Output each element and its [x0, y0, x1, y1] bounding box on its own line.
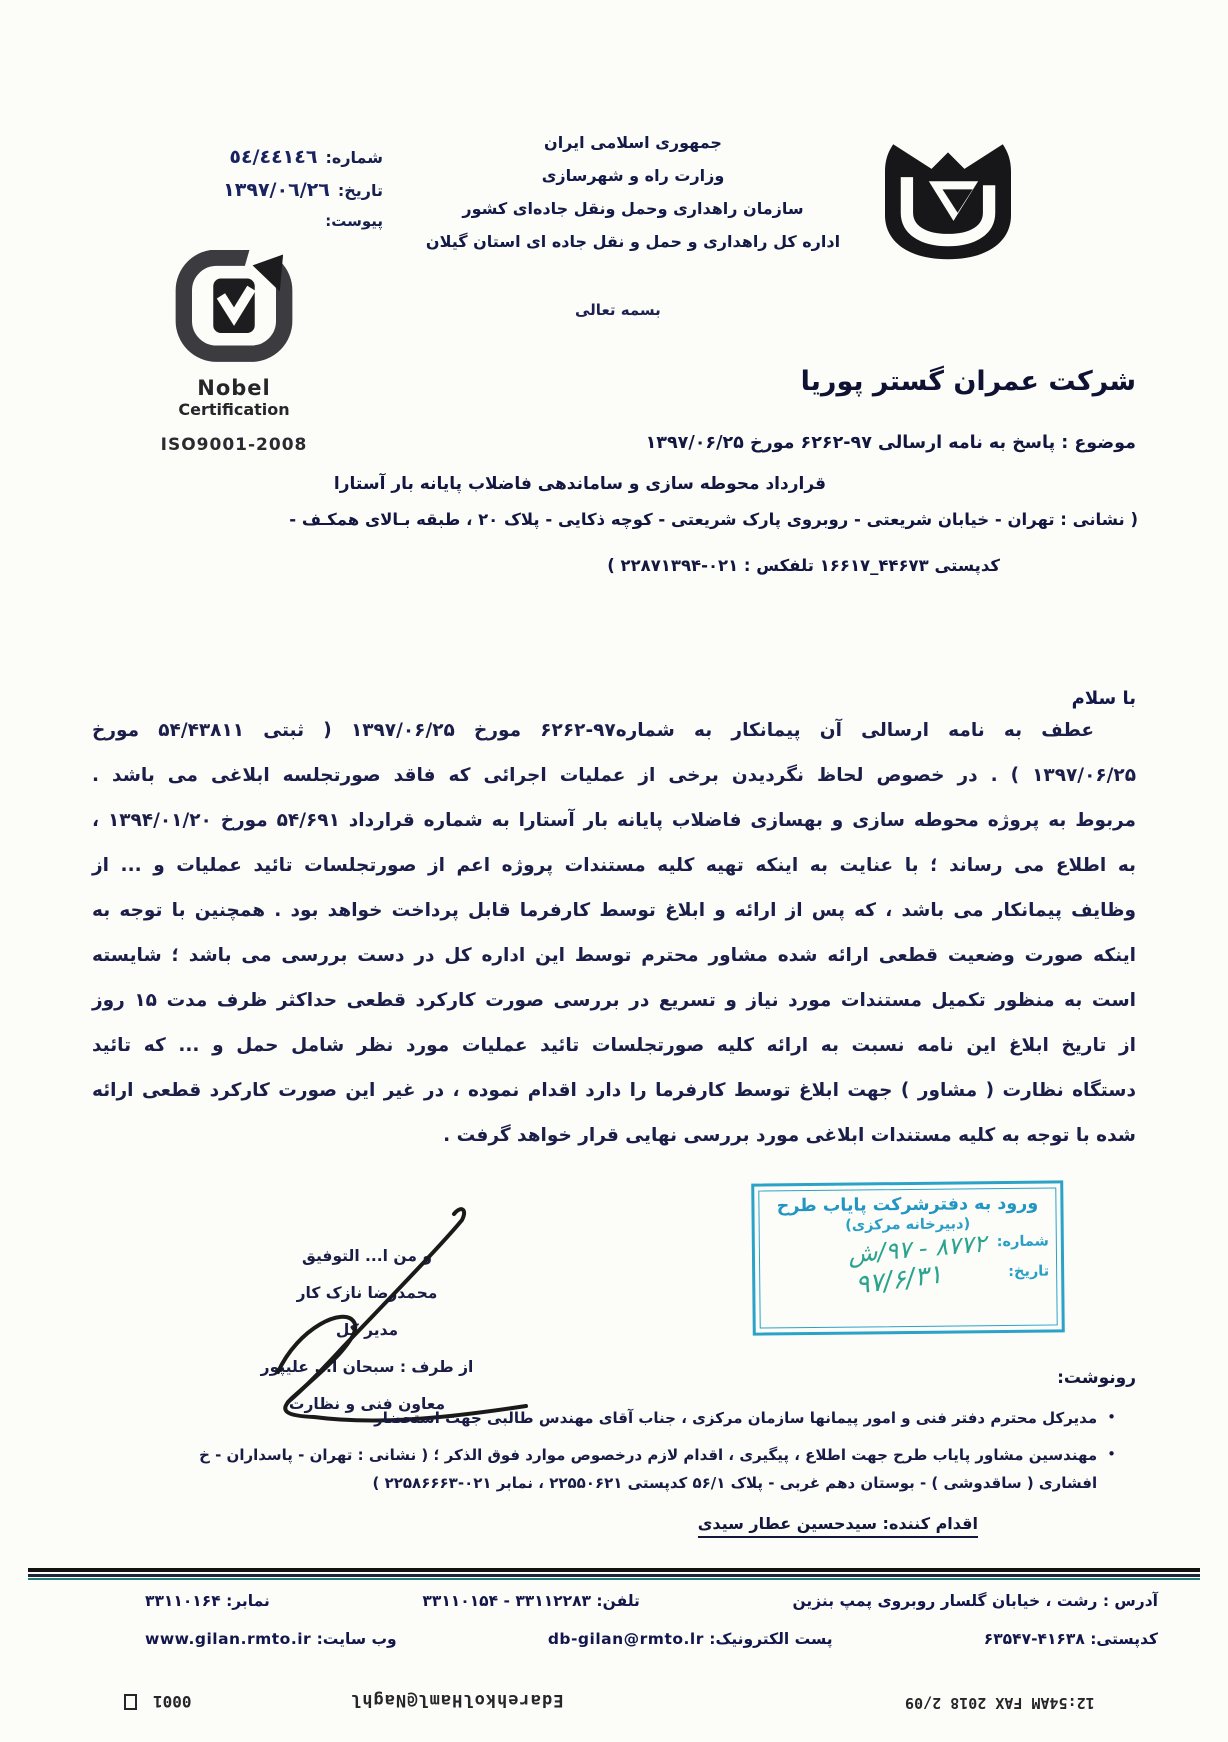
fax-station-id: [350, 1690, 563, 1710]
rmto-logo-icon: [872, 136, 1024, 262]
footer-contact-row1: [145, 1592, 1158, 1610]
certification-block: [146, 250, 322, 455]
letter-number: ٥٤/٤٤١٤٦: [229, 146, 318, 168]
fax-page-number: [118, 1692, 191, 1711]
stamp-subtitle: (دبیرخانه مرکزی): [845, 1216, 971, 1234]
letter-date-row: [128, 179, 383, 201]
cc-item-text: مهندسین مشاور پایاب طرح جهت اطلاع ، پیگیری ، اقدام لازم درخصوص موارد فوق الذکر ؛ ( نشانی : تهران - پاسداران - خ افشاری ( ساقدوشی ) - بوستان دهم غربی - پلاک ۵۶/۱ کدپستی ۲۲۵۵۰۶۲۱ ، نمابر ۰۲۱-۲۲۵۸۶۶۶۳ ): [199, 1446, 1098, 1492]
footer-website: [145, 1630, 397, 1648]
footer-phone-value: ۳۳۱۱۲۲۸۳ - ۳۳۱۱۰۱۵۴: [422, 1592, 592, 1610]
footer-phone-label: تلفن:: [596, 1592, 640, 1610]
footer-divider: [28, 1568, 1200, 1580]
body-line: شده با توجه به کلیه مستندات ابلاغی مورد بررسی نهایی قرار خواهد گرفت .: [443, 1125, 1136, 1146]
reference-block: [128, 146, 383, 230]
fax-timestamp: [905, 1694, 1095, 1712]
recipient-address-line2: کدپستی ۴۴۶۷۳_۱۶۶۱۷ تلفکس : ۰۲۱-۲۲۸۷۱۳۹۴ ): [607, 556, 1000, 575]
footer-contact-row2: [145, 1630, 1158, 1648]
number-label: شماره:: [325, 148, 383, 167]
footer-address: [792, 1592, 1158, 1610]
body-line: از تاریخ ابلاغ این نامه نسبت به ارائه کلیه صورتجلسات تائید عملیات مورد نظر شامل حمل و ... که تائید: [92, 1035, 1136, 1056]
letter-body: [92, 720, 1136, 1170]
footer-fax-value: ۳۳۱۱۰۱۶۴: [145, 1592, 221, 1610]
footer-postal-value: ۴۱۶۳۸-۶۳۵۴۷: [983, 1630, 1085, 1648]
fax-page-number-text: 0001: [152, 1692, 192, 1711]
footer-fax-label: نمابر:: [226, 1592, 270, 1610]
attachment-label: پیوست:: [325, 212, 383, 230]
footer-website-label: وب سایت:: [316, 1630, 397, 1648]
nobel-logo-icon: [174, 353, 294, 372]
fax-station-id-text: EdarehkolHaml@Naghl: [350, 1690, 564, 1710]
body-line: اینکه صورت وضعیت قطعی ارائه شده مشاور محترم توسط این اداره کل در دست بررسی می باشد ؛ شایسته: [92, 945, 1136, 966]
bullet-icon: •: [1107, 1408, 1116, 1426]
organization-header: [398, 126, 868, 258]
page-icon: [124, 1694, 137, 1710]
contract-line: قرارداد محوطه سازی و ساماندهی فاضلاب پایانه بار آستارا: [333, 474, 827, 494]
stamp-date-label: تاریخ:: [1008, 1263, 1050, 1280]
signature-block: [222, 1238, 512, 1423]
stamp-date-row: [767, 1259, 1050, 1301]
letter-number-row: [128, 146, 383, 168]
footer-website-value: www.gilan.rmto.ir: [145, 1630, 312, 1648]
body-line: دستگاه نظارت ( مشاور ) جهت ابلاغ توسط کارفرما را دارد اقدام نموده ، در غیر این صورت کارکرد قطعی ارائه: [92, 1080, 1136, 1101]
salutation: با سلام: [1071, 688, 1136, 709]
footer-phone: [422, 1592, 639, 1610]
signatory-name: محمدرضا نازک کار: [296, 1284, 438, 1302]
footer-address-value: رشت ، خیابان گلسار روبروی پمپ بنزین: [792, 1592, 1098, 1610]
receipt-stamp: [751, 1180, 1065, 1335]
body-line: مربوط به پروژه محوطه سازی و بهسازی فاضلاب پایانه بار آستارا به شماره قرارداد ۵۴/۶۹۱ مورخ ۱۳۹۴/۰۱/۲۰ ،: [92, 810, 1136, 831]
stamp-title: ورود به دفترشرکت پایاب طرح: [776, 1193, 1039, 1217]
org-line-province-office: اداره کل راهداری و حمل و نقل جاده ای استان گیلان: [425, 232, 841, 251]
footer-address-label: آدرس :: [1102, 1592, 1158, 1610]
stamp-number-label: شماره:: [996, 1233, 1049, 1251]
signature-invocation: و من ا... التوفیق: [302, 1247, 432, 1265]
subject-line: موضوع : پاسخ به نامه ارسالی ۹۷-۶۲۶۲ مورخ ۱۳۹۷/۰۶/۲۵: [645, 433, 1136, 453]
footer-postal-label: کدپستی:: [1090, 1630, 1158, 1648]
cc-item: [168, 1441, 1116, 1497]
letter-date: ١٣٩٧/٠٦/٢٦: [223, 179, 330, 201]
footer-postal: [984, 1630, 1158, 1648]
cert-iso-number: ISO9001-2008: [160, 435, 308, 455]
action-officer: اقدام کننده: سیدحسین عطار سیدی: [698, 1514, 978, 1538]
stamp-number-handwritten: ۸۷۷۲ - ۹۷/ش: [847, 1229, 988, 1269]
body-line: عطف به نامه ارسالی آن پیمانکار به شماره۹۷-۶۲۶۲ مورخ ۱۳۹۷/۰۶/۲۵ ( ثبتی ۵۴/۴۳۸۱۱ مورخ: [92, 720, 1094, 741]
org-line-ministry: وزارت راه و شهرسازی: [541, 166, 725, 185]
org-line-organization: سازمان راهداری وحمل ونقل جاده‌ای کشور: [462, 199, 804, 218]
stamp-date-handwritten: ۹۷/۶/۳۱: [853, 1259, 944, 1301]
recipient-address-line1: ( نشانی : تهران - خیابان شریعتی - روبروی پارک شریعتی - کوچه ذکایی - پلاک ۲۰ ، طبقه بـالای همکـف -: [289, 510, 1138, 529]
body-line: به اطلاع می رساند ؛ با عنایت به اینکه تهیه کلیه مستندات پروژه اعم از صورتجلسات تائید عملیات و ... از: [92, 855, 1136, 876]
cc-list: [168, 1404, 1116, 1506]
fax-timestamp-text: 2/09 2018 12:54AM FAX: [905, 1694, 1095, 1712]
cc-item-text: مدیرکل محترم دفتر فنی و امور پیمانها سازمان مرکزی ، جناب آقای مهندس طالبی جهت استحضار: [374, 1409, 1098, 1427]
body-line: است به منظور تکمیل مستندات مورد نیاز و تسریع در بررسی صورت کارکرد قطعی حداکثر ظرف مدت ۱۵ روز: [92, 990, 1136, 1011]
cc-label: رونوشت:: [1057, 1368, 1136, 1388]
body-line: ۱۳۹۷/۰۶/۲۵ ) . در خصوص لحاظ نگردیدن برخی از عملیات اجرائی که فاقد صورتجلسه ابلاغی می باشد .: [92, 765, 1136, 786]
cc-item: [168, 1404, 1116, 1432]
signatory-title: مدیر کل: [335, 1321, 399, 1339]
stamp-number-row: [767, 1229, 1049, 1269]
basmala-text: بسمه تعالی: [575, 301, 661, 319]
footer-email: [548, 1630, 833, 1648]
body-line: وظایف پیمانکار می باشد ، که پس از ارائه و ابلاغ توسط کارفرما قابل پرداخت خواهد بود . همچنین با توجه به: [92, 900, 1136, 921]
footer-email-value: db-gilan@rmto.lr: [547, 1630, 704, 1648]
on-behalf-of: از طرف : سبحان ا... علیپور: [260, 1358, 474, 1376]
footer-fax: [145, 1592, 270, 1610]
cert-type: Certification: [178, 400, 290, 419]
org-line-country: جمهوری اسلامی ایران: [544, 133, 722, 152]
recipient-title: شرکت عمران گستر پوریا: [800, 366, 1136, 397]
bullet-icon: •: [1107, 1445, 1116, 1463]
deputy-title: معاون فنی و نظارت: [288, 1395, 446, 1413]
date-label: تاریخ:: [337, 181, 383, 200]
cert-name: Nobel: [197, 376, 271, 400]
footer-email-label: پست الکترونیک:: [709, 1630, 833, 1648]
